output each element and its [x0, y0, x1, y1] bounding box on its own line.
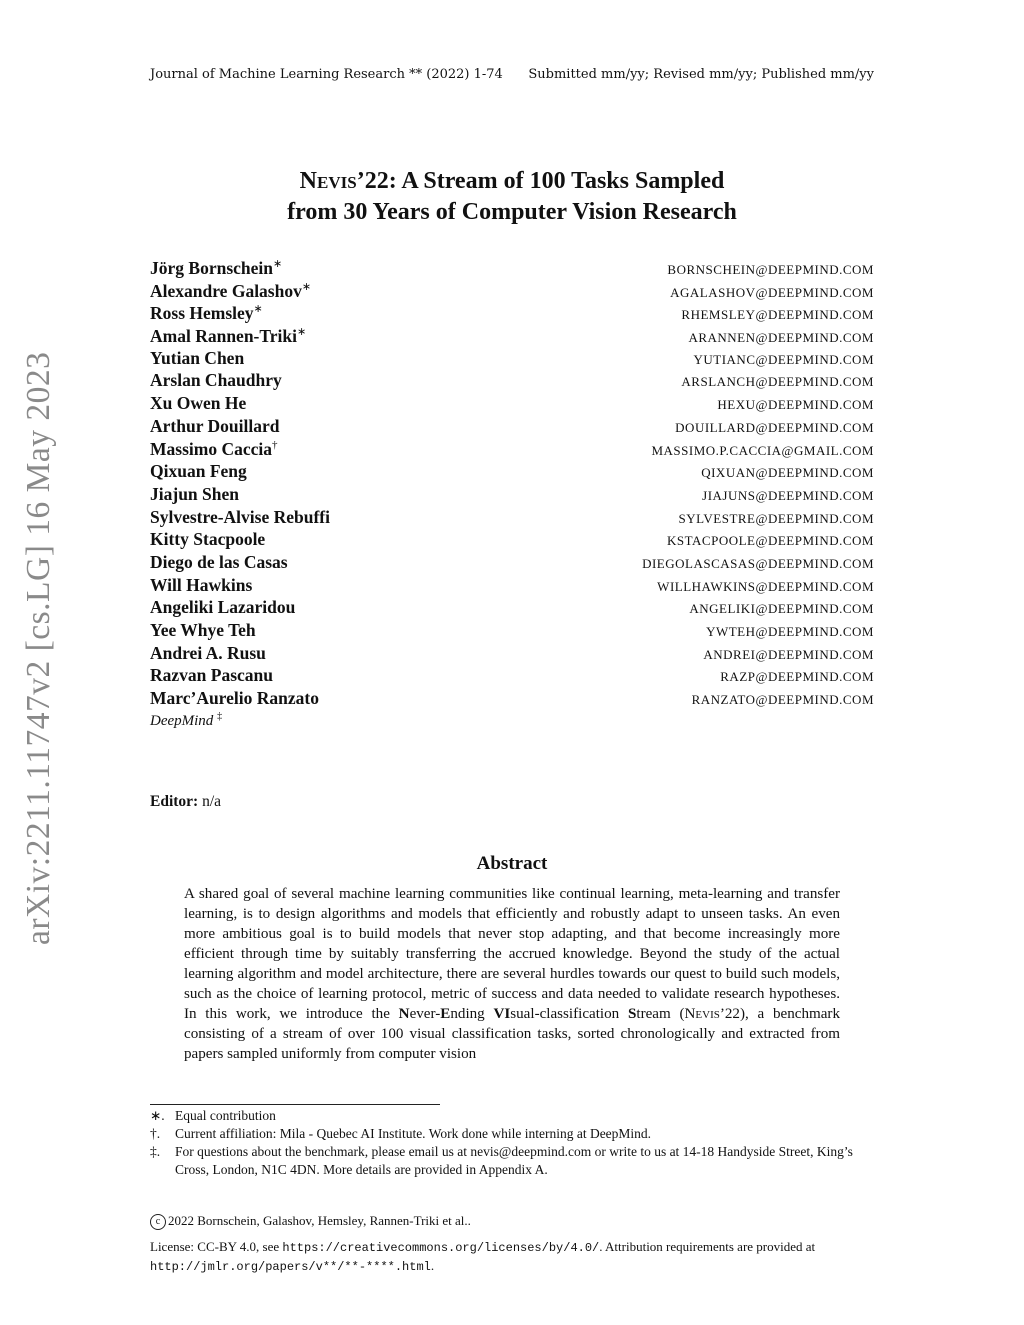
title-line-1-rest: ’22: A Stream of 100 Tasks Sampled [356, 168, 725, 194]
author-footnote-mark: ∗ [301, 280, 312, 293]
copyright-line [150, 1213, 471, 1230]
footnote-mark: †. [150, 1126, 161, 1141]
author-row [150, 507, 874, 530]
author-email[interactable]: ANDREI@DEEPMIND.COM [703, 646, 874, 662]
author-row [150, 665, 874, 688]
author-email[interactable]: RAZP@DEEPMIND.COM [720, 669, 874, 685]
author-email[interactable]: WILLHAWKINS@DEEPMIND.COM [657, 578, 874, 594]
author-email[interactable]: KSTACPOOLE@DEEPMIND.COM [667, 533, 874, 549]
author-name: Yutian Chen [150, 347, 245, 368]
author-email[interactable]: HEXU@DEEPMIND.COM [717, 397, 874, 413]
license-link[interactable]: https://creativecommons.org/licenses/by/4.0/ [282, 1241, 600, 1255]
footnote-text: For questions about the benchmark, please email us at nevis@deepmind.com or write to us at 14-18 Handyside Street, King’s Cross, London, N1C 4DN. More details are provided in Appendix A. [175, 1144, 853, 1177]
copyright-text: 2022 Bornschein, Galashov, Hemsley, Rannen-Triki et al.. [168, 1213, 471, 1228]
author-row [150, 620, 874, 643]
author-email[interactable]: SYLVESTRE@DEEPMIND.COM [678, 510, 874, 526]
author-email[interactable]: RHEMSLEY@DEEPMIND.COM [681, 307, 874, 323]
footnote-text: Equal contribution [175, 1108, 276, 1123]
author-footnote-mark: ∗ [296, 326, 307, 339]
author-row [150, 643, 874, 666]
author-row [150, 461, 874, 484]
author-row [150, 370, 874, 393]
author-name: Massimo Caccia† [150, 438, 278, 459]
author-list [150, 257, 874, 711]
author-email[interactable]: ARSLANCH@DEEPMIND.COM [681, 374, 874, 390]
footnote-mark: ∗. [150, 1108, 165, 1123]
author-name: Kitty Stacpoole [150, 529, 266, 550]
abstract-body: A shared goal of several machine learning communities like continual learning, meta-learning and transfer learning, is to design algorithms and models that efficiently and robustly adapt to unseen tasks. An even more ambitious goal is to build models that never stop adapting, and that become increasingly more efficient through time by suitably transferring the accrued knowledge. Beyond the study of the actual learning algorithm and model architecture, there are several hurdles towards our quest to build such models, such as the choice of learning protocol, metric of success and data needed to validate research hypotheses. In this work, we introduce the Never-Ending VIsual-classification Stream (Nevis’22), a benchmark consisting of a stream of over 100 visual classification tasks, sorted chronologically and extracted from papers sampled uniformly from computer vision [184, 886, 841, 1062]
author-email[interactable]: AGALASHOV@DEEPMIND.COM [670, 284, 874, 300]
title-line-1 [150, 166, 874, 197]
paper-title [150, 166, 874, 228]
author-email[interactable]: ARANNEN@DEEPMIND.COM [688, 329, 874, 345]
author-row [150, 484, 874, 507]
author-email[interactable]: JIAJUNS@DEEPMIND.COM [702, 487, 874, 503]
author-email[interactable]: QIXUAN@DEEPMIND.COM [701, 465, 874, 481]
author-name: Marc’Aurelio Ranzato [150, 688, 319, 709]
author-email[interactable]: MASSIMO.P.CACCIA@GMAIL.COM [651, 442, 874, 458]
author-name: Arthur Douillard [150, 415, 280, 436]
license-text: License: CC-BY 4.0, see https://creativecommons.org/licenses/by/4.0/. Attribution requirements are provided at http://jmlr.org/papers/v**/**-****.html. [150, 1239, 816, 1274]
author-email[interactable]: YUTIANC@DEEPMIND.COM [693, 351, 874, 367]
footnote [150, 1107, 874, 1125]
copyright-icon: c [150, 1214, 166, 1230]
footnote-mark: ‡. [150, 1144, 161, 1159]
footnote-text: Current affiliation: Mila - Quebec AI Institute. Work done while interning at DeepMind. [175, 1126, 652, 1141]
affiliation [150, 711, 222, 730]
author-row [150, 280, 874, 303]
author-row [150, 348, 874, 371]
affiliation-name: DeepMind [150, 713, 214, 729]
editor-value: n/a [202, 793, 222, 810]
footnote [150, 1125, 874, 1143]
author-email[interactable]: YWTEH@DEEPMIND.COM [706, 624, 874, 639]
author-footnote-mark: ∗ [253, 303, 263, 316]
author-email[interactable]: DOUILLARD@DEEPMIND.COM [675, 419, 874, 435]
author-footnote-mark: ∗ [273, 258, 283, 270]
author-email[interactable]: DIEGOLASCASAS@DEEPMIND.COM [642, 555, 874, 571]
jmlr-link[interactable]: http://jmlr.org/papers/v**/**-****.html [150, 1260, 431, 1274]
editor-line [150, 793, 221, 811]
author-name: Arslan Chaudhry [150, 370, 282, 391]
affiliation-mark: ‡ [217, 711, 223, 722]
footnotes [150, 1107, 874, 1179]
footnote-rule [150, 1104, 440, 1105]
abstract-heading: Abstract [476, 853, 548, 874]
author-row [150, 439, 874, 462]
author-name: Sylvestre-Alvise Rebuffi [150, 506, 330, 527]
author-row [150, 575, 874, 598]
author-row [150, 552, 874, 575]
author-row [150, 325, 874, 348]
author-name: Qixuan Feng [150, 461, 247, 482]
author-name: Ross Hemsley∗ [150, 303, 263, 324]
author-name: Diego de las Casas [150, 551, 288, 572]
title-line-2: from 30 Years of Computer Vision Research [287, 199, 737, 225]
author-email[interactable]: BORNSCHEIN@DEEPMIND.COM [667, 261, 874, 277]
author-row [150, 393, 874, 416]
author-footnote-mark: † [272, 438, 278, 451]
abstract-benchmark-name: Nevis [684, 1006, 720, 1022]
author-name: Jörg Bornschein∗ [150, 257, 283, 278]
author-name: Xu Owen He [150, 393, 247, 414]
running-header-submission: Submitted mm/yy; Revised mm/yy; Published mm/yy [528, 67, 874, 82]
running-header-journal: Journal of Machine Learning Research ** (2022) 1-74 [150, 67, 503, 82]
author-row [150, 529, 874, 552]
author-name: Alexandre Galashov∗ [150, 280, 312, 301]
title-benchmark-name: Nevis [299, 168, 357, 194]
arxiv-stamp: arXiv:2211.11747v2 [cs.LG] 16 May 2023 [20, 351, 57, 945]
editor-label: Editor: [150, 793, 199, 810]
author-name: Amal Rannen-Triki∗ [150, 325, 307, 346]
author-row [150, 302, 874, 325]
author-name: Will Hawkins [150, 574, 253, 595]
footnote [150, 1143, 874, 1179]
author-name: Yee Whye Teh [150, 620, 256, 640]
author-name: Jiajun Shen [150, 483, 239, 504]
author-name: Razvan Pascanu [150, 665, 273, 686]
author-row [150, 688, 874, 711]
author-name: Angeliki Lazaridou [150, 597, 296, 618]
author-row [150, 597, 874, 620]
author-name: Andrei A. Rusu [150, 642, 266, 663]
author-email[interactable]: ANGELIKI@DEEPMIND.COM [689, 601, 874, 617]
author-row [150, 416, 874, 439]
author-email[interactable]: RANZATO@DEEPMIND.COM [691, 692, 874, 708]
author-row [150, 257, 874, 280]
